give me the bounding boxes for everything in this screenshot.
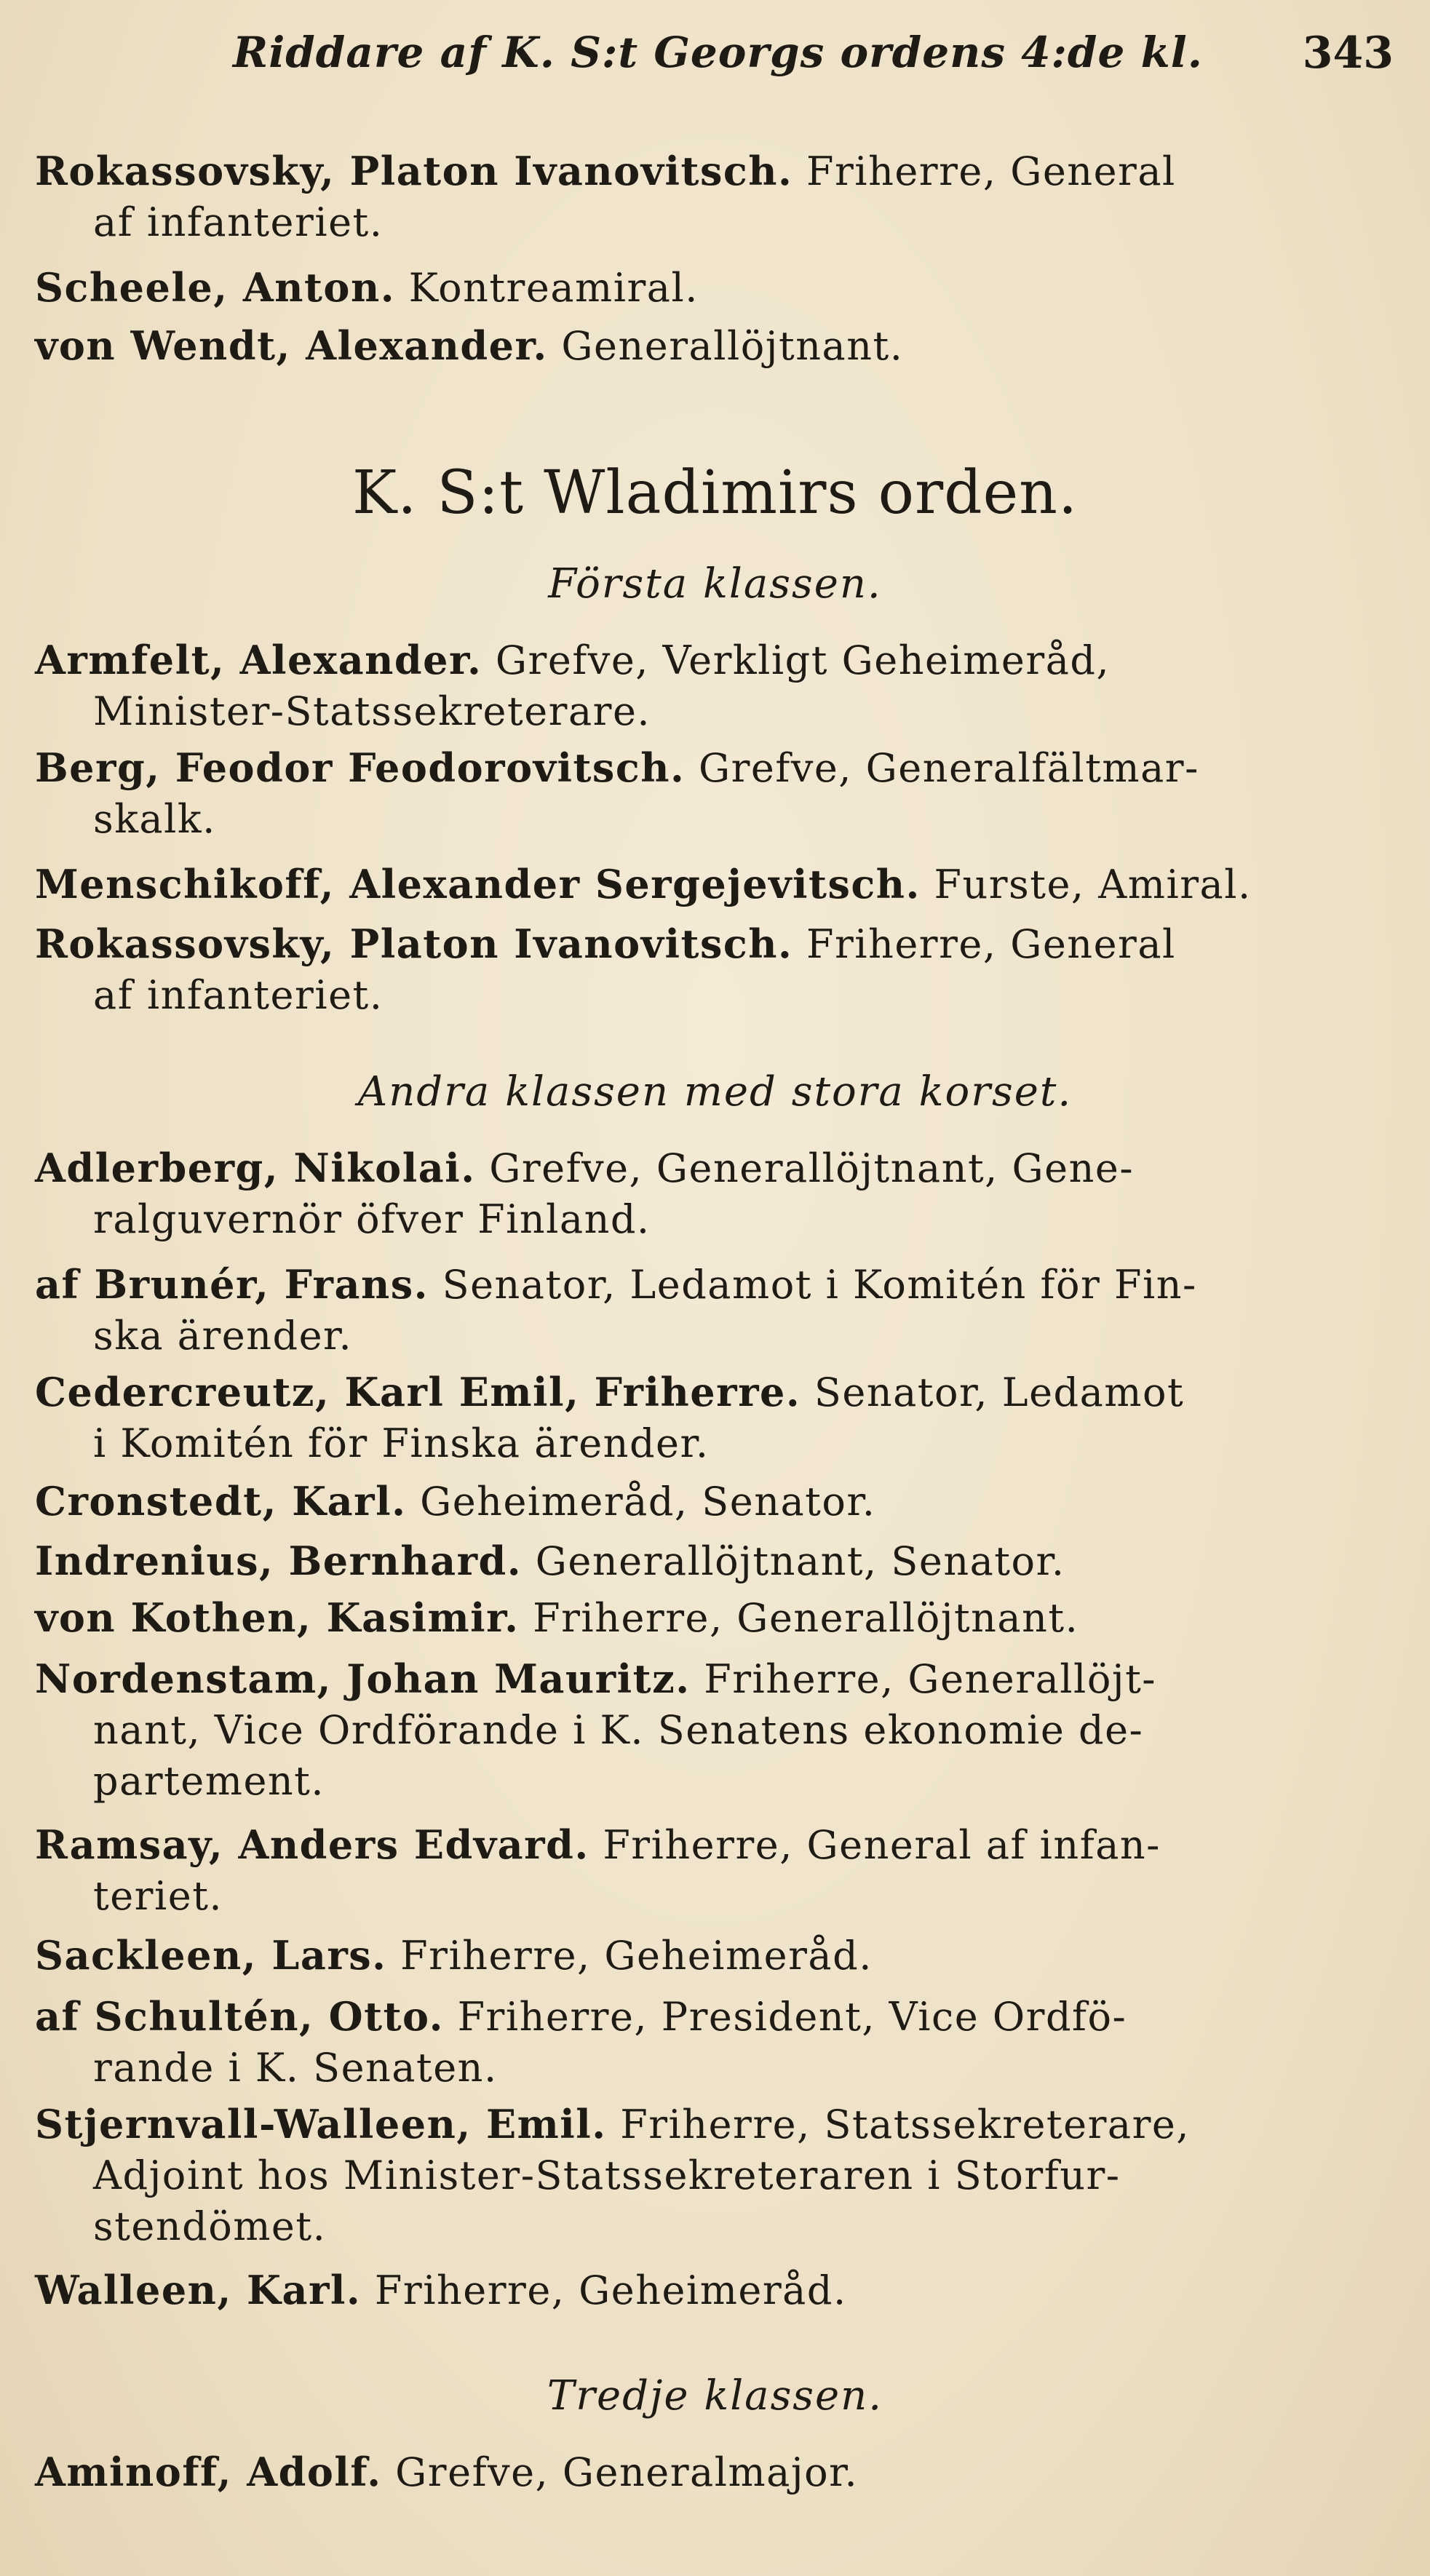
running-head [0, 28, 1430, 86]
entry-nordenstam: Nordenstam, Johan Mauritz. Friherre, Generallöjt- nant, Vice Ordförande i K. Senatens ekonomie de- partement. [35, 1655, 1157, 1804]
entry-sackleen: Sackleen, Lars. Friherre, Geheimeråd. [35, 1932, 873, 1979]
entry-bruner: af Brunér, Frans. Senator, Ledamot i Komitén för Fin- ska ärender. [35, 1261, 1197, 1359]
entry-armfelt: Armfelt, Alexander. Grefve, Verkligt Geheimeråd, Minister-Statssekreterare. [35, 637, 1111, 734]
order-title: K. S:t Wladimirs orden. [351, 458, 1079, 528]
section-heading-forsta: Första klassen. [548, 560, 882, 608]
entry-indrenius: Indrenius, Bernhard. Generallöjtnant, Senator. [35, 1538, 1065, 1584]
section-heading-andra: Andra klassen med stora korset. [357, 1068, 1073, 1116]
entry-stjernvall-walleen: Stjernvall-Walleen, Emil. Friherre, Statssekreterare, Adjoint hos Minister-Statssekreteraren i Storfur- stendömet. [35, 2101, 1191, 2249]
section-heading-tredje: Tredje klassen. [547, 2372, 883, 2420]
running-title: Riddare af K. S:t Georgs ordens 4:de kl. [233, 28, 1203, 77]
entry-scheele: Scheele, Anton. Kontreamiral. [35, 264, 699, 311]
entry-walleen: Walleen, Karl. Friherre, Geheimeråd. [35, 2267, 847, 2313]
entry-aminoff: Aminoff, Adolf. Grefve, Generalmajor. [35, 2449, 859, 2495]
entry-cronstedt: Cronstedt, Karl. Geheimeråd, Senator. [35, 1478, 876, 1524]
entry-schulten: af Schultén, Otto. Friherre, President, Vice Ordfö- rande i K. Senaten. [35, 1993, 1127, 2091]
entry-berg: Berg, Feodor Feodorovitsch. Grefve, Generalfältmar- skalk. [35, 744, 1199, 842]
entry-ramsay: Ramsay, Anders Edvard. Friherre, General af infan- teriet. [35, 1821, 1161, 1919]
page-number: 343 [1302, 28, 1394, 79]
entry-wendt: von Wendt, Alexander. Generallöjtnant. [35, 322, 904, 369]
entry-menschikoff: Menschikoff, Alexander Sergejevitsch. Furste, Amiral. [35, 861, 1252, 907]
entry-cedercreutz: Cedercreutz, Karl Emil, Friherre. Senator, Ledamot i Komitén för Finska ärender. [35, 1369, 1185, 1466]
entry-kothen: von Kothen, Kasimir. Friherre, Generallöjtnant. [35, 1594, 1079, 1641]
entry-rokassovsky-georg: Rokassovsky, Platon Ivanovitsch. Friherre, General af infanteriet. [35, 148, 1176, 245]
entry-rokassovsky-wladimir: Rokassovsky, Platon Ivanovitsch. Friherre, General af infanteriet. [35, 921, 1176, 1018]
entry-adlerberg: Adlerberg, Nikolai. Grefve, Generallöjtnant, Gene- ralguvernör öfver Finland. [35, 1145, 1135, 1242]
